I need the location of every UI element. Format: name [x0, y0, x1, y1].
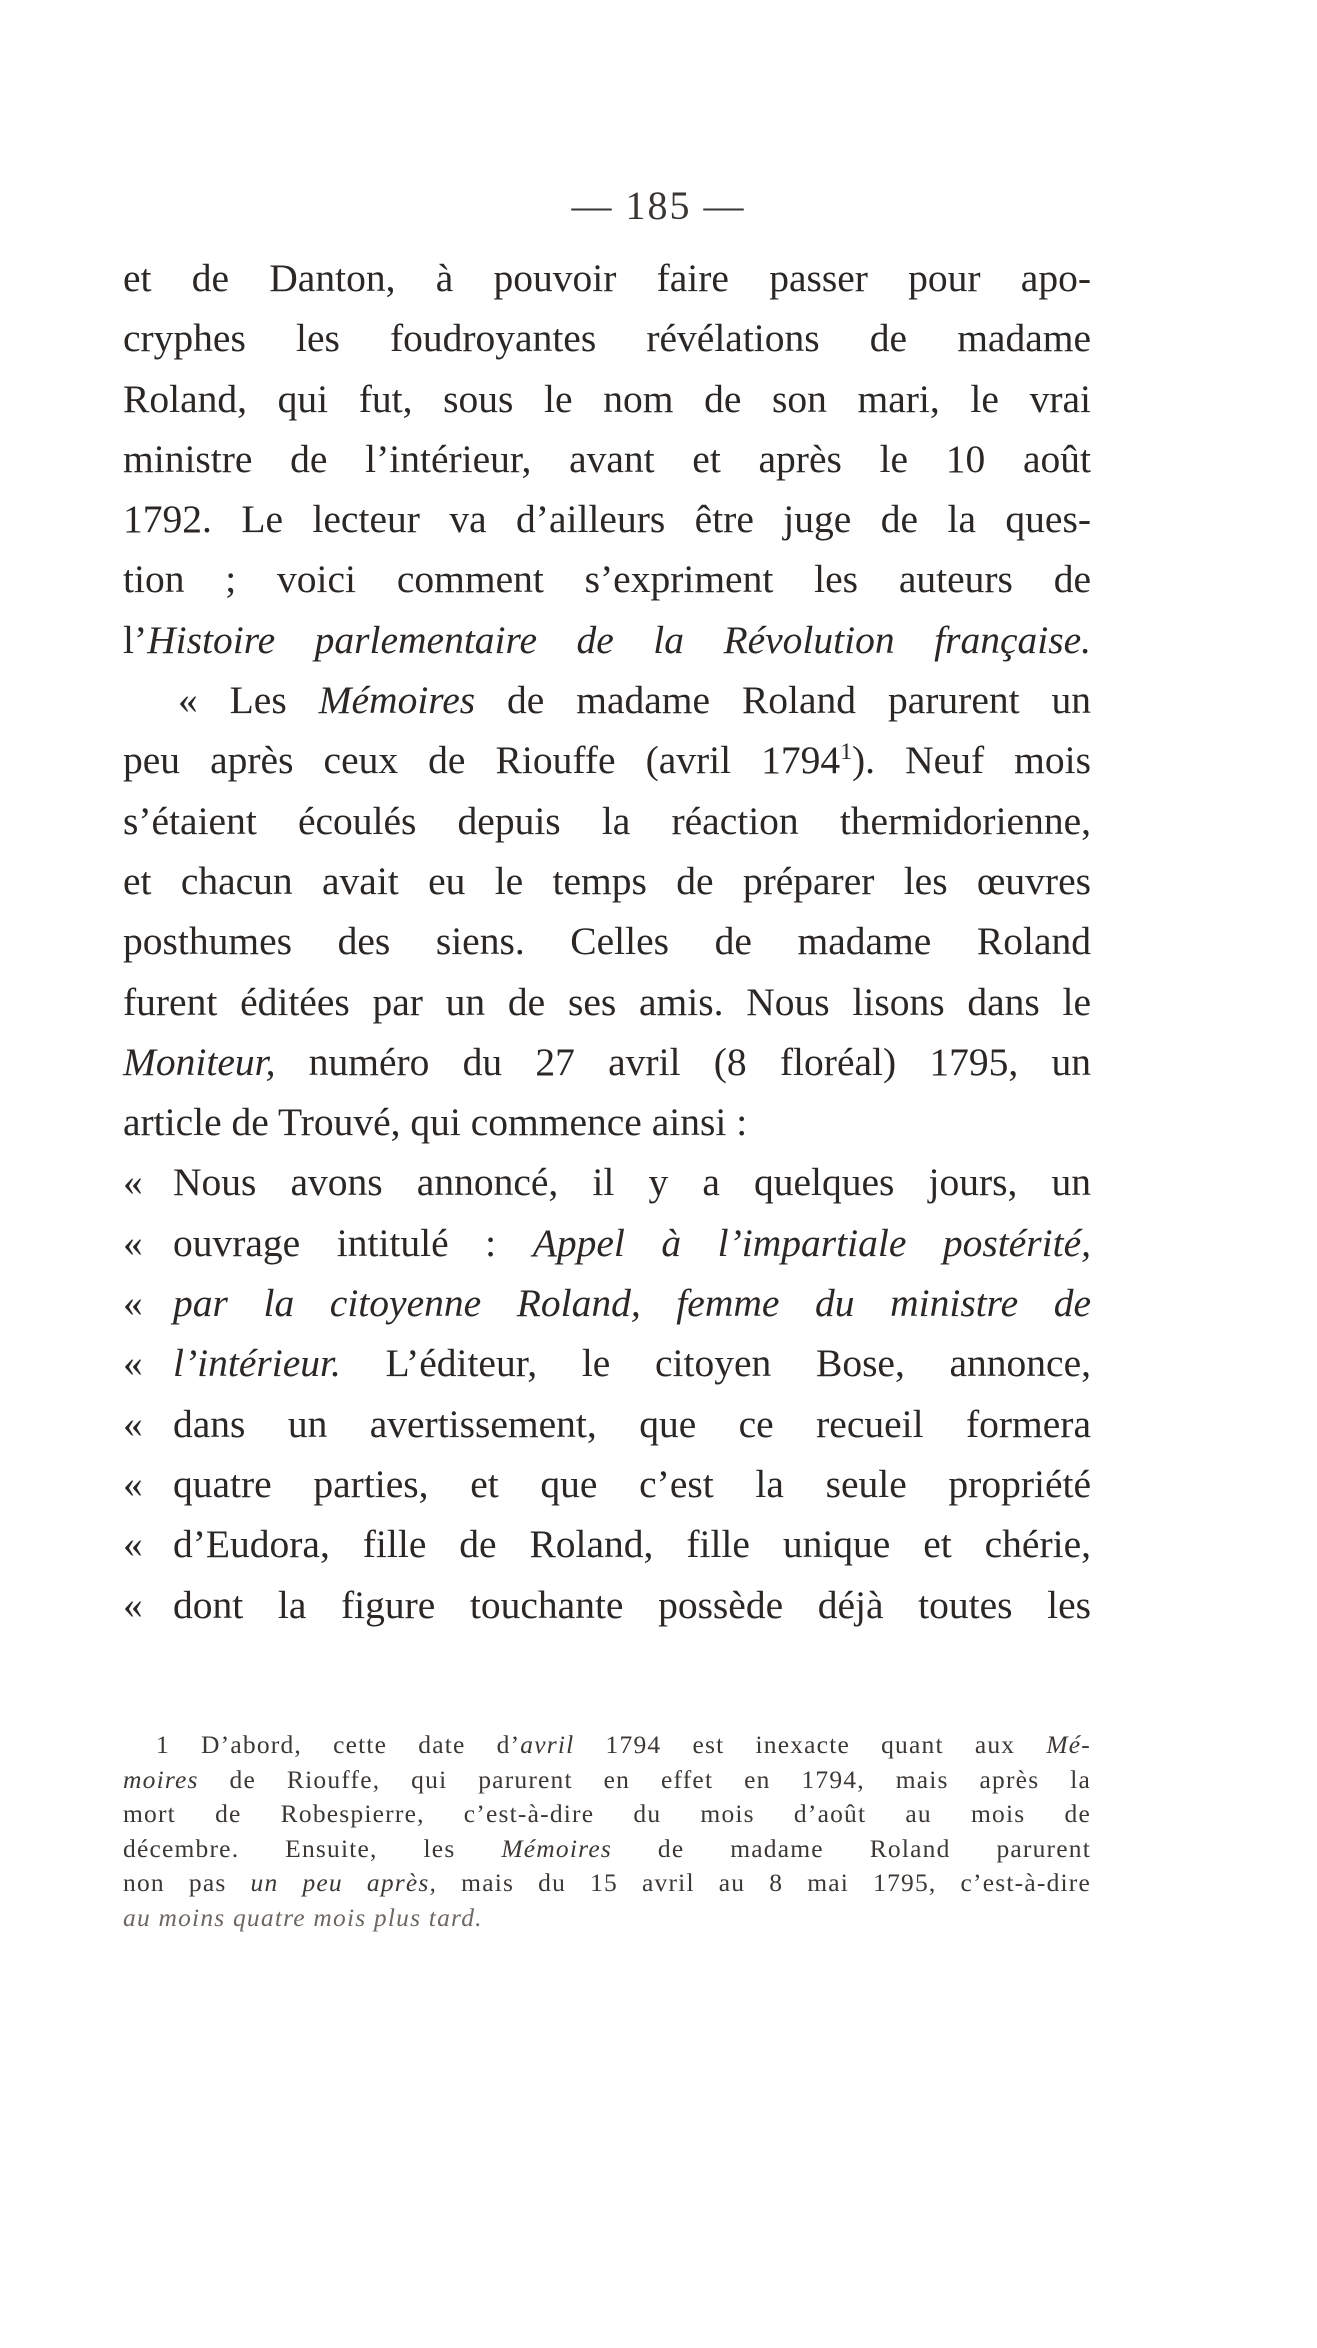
text-line: et de Danton, à pouvoir faire passer pour apo- [123, 256, 1091, 300]
text-line: Roland, qui fut, sous le nom de son mari, le vrai [123, 376, 1091, 421]
text-fragment: de madame Roland parurent [611, 1833, 1092, 1863]
text-line: et chacun avait eu le temps de préparer les œuvres [123, 858, 1091, 903]
main-text [123, 248, 1091, 1635]
text-fragment: de madame Roland parurent un [475, 678, 1091, 723]
text-fragment: numéro du 27 avril (8 floréal) 1795, un [275, 1039, 1091, 1084]
quote-mark: « [123, 1160, 143, 1205]
text-line: cryphes les foudroyantes révélations de madame [123, 316, 1091, 361]
quote-mark: « [123, 1281, 143, 1326]
footnote-line: mort de Robespierre, c’est-à-dire du mois d’août au mois de [123, 1799, 1091, 1828]
footnote-reference: 1 [840, 739, 853, 766]
quote-line [123, 1454, 1091, 1514]
text-fragment: Mé- [1046, 1730, 1091, 1759]
footnote-line [123, 1866, 1091, 1901]
text-fragment: l’ [123, 617, 148, 662]
text-fragment: Mémoires [501, 1833, 612, 1863]
quote-line [123, 1273, 1091, 1333]
quote-mark: « [123, 1220, 143, 1265]
text-fragment: dont la figure touchante possède déjà toutes les [173, 1582, 1091, 1627]
text-fragment: dans un avertissement, que ce recueil formera [173, 1401, 1091, 1446]
text-line: furent éditées par un de ses amis. Nous lisons dans le [123, 979, 1091, 1024]
newspaper-title: Moniteur, [123, 1039, 276, 1084]
book-title: par la citoyenne Roland, femme du ministre de [173, 1281, 1091, 1326]
footnote-line [123, 1832, 1091, 1867]
text-line: tion ; voici comment s’expriment les auteurs de [123, 557, 1091, 602]
quote-line [123, 1333, 1091, 1393]
text-line [123, 670, 1091, 730]
text-line [123, 730, 1091, 790]
text-fragment: de Riouffe, qui parurent en effet en 1794, mais après la [198, 1764, 1091, 1794]
book-title: l’intérieur. [173, 1341, 341, 1386]
text-line: posthumes des siens. Celles de madame Roland [123, 919, 1091, 964]
text-fragment: ouvrage intitulé : [173, 1220, 533, 1265]
text-fragment: 1794 est inexacte quant aux [574, 1730, 1047, 1759]
text-line: ministre de l’intérieur, avant et après le 10 août [123, 436, 1091, 481]
quote-mark: « [123, 1461, 143, 1506]
text-fragment: Nous avons annoncé, il y a quelques jours, un [173, 1160, 1091, 1205]
footnote-mark: 1 [156, 1730, 170, 1759]
footnote-line [123, 1901, 1091, 1936]
quote-mark: « [123, 1582, 143, 1627]
footnote-line [123, 1728, 1091, 1763]
text-fragment: quatre parties, et que c’est la seule propriété [173, 1461, 1091, 1506]
quote-line [123, 1152, 1091, 1212]
text-line: 1792. Le lecteur va d’ailleurs être juge de la ques- [123, 497, 1091, 542]
quote-line [123, 1575, 1091, 1635]
quote-line [123, 1514, 1091, 1574]
text-fragment: mais du 15 avril au 8 mai 1795, c’est-à-dire [437, 1868, 1092, 1897]
text-fragment: moires [123, 1764, 199, 1794]
text-fragment: d’Eudora, fille de Roland, fille unique et chérie, [173, 1522, 1091, 1567]
text-fragment: au moins quatre mois plus tard. [123, 1902, 483, 1932]
text-line: s’étaient écoulés depuis la réaction thermidorienne, [123, 798, 1091, 843]
text-fragment: D’abord, cette date d’ [169, 1730, 521, 1759]
text-fragment: décembre. Ensuite, les [123, 1833, 502, 1863]
quote-line [123, 1394, 1091, 1454]
quote-mark: « [123, 1522, 143, 1567]
quote-mark: « [123, 1341, 143, 1386]
text-fragment: avril [520, 1730, 575, 1759]
text-fragment: un peu après, [250, 1868, 438, 1897]
book-title: Appel à l’impartiale postérité, [532, 1220, 1091, 1265]
text-fragment: « Les [178, 678, 319, 723]
text-line: article de Trouvé, qui commence ainsi : [123, 1100, 748, 1145]
footnote-line [123, 1763, 1091, 1798]
text-line [123, 1032, 1091, 1092]
text-fragment: peu après ceux de Riouffe (avril 1794 [123, 738, 841, 783]
book-title: Mémoires [318, 678, 476, 723]
quote-line [123, 1213, 1091, 1273]
text-line [123, 610, 1091, 670]
book-title: Histoire parlementaire de la Révolution française. [147, 617, 1091, 662]
text-fragment: ). Neuf mois [852, 738, 1092, 783]
text-fragment: non pas [123, 1868, 251, 1897]
page-number: — 185 — [571, 183, 746, 228]
quote-mark: « [123, 1401, 143, 1446]
footnote [123, 1728, 1091, 1935]
text-fragment: L’éditeur, le citoyen Bose, annonce, [340, 1341, 1091, 1386]
